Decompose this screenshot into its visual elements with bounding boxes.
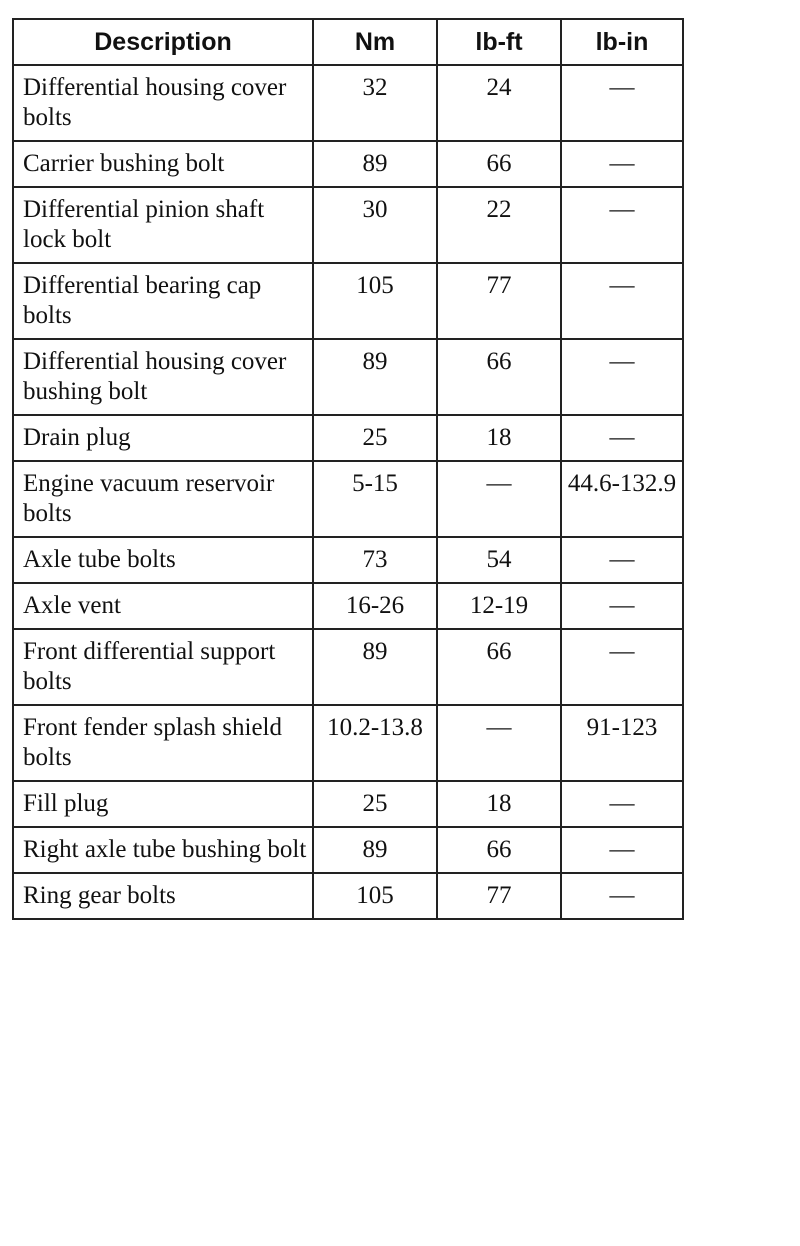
table-row: [13, 187, 683, 263]
cell-description: Front differential support bolts: [13, 629, 313, 705]
cell-lb-in: —: [561, 65, 683, 141]
cell-nm: 105: [313, 263, 437, 339]
cell-lb-in: —: [561, 537, 683, 583]
header-row: [13, 19, 683, 65]
table-row: [13, 781, 683, 827]
header-lb-ft: lb-ft: [437, 19, 561, 65]
cell-lb-in: —: [561, 263, 683, 339]
cell-lb-ft: 18: [437, 781, 561, 827]
cell-nm: 89: [313, 141, 437, 187]
table-row: [13, 263, 683, 339]
cell-nm: 89: [313, 827, 437, 873]
cell-nm: 105: [313, 873, 437, 919]
cell-lb-in: —: [561, 339, 683, 415]
table-row: [13, 537, 683, 583]
cell-lb-ft: 18: [437, 415, 561, 461]
cell-description: Drain plug: [13, 415, 313, 461]
table-row: [13, 873, 683, 919]
cell-description: Differential housing cover bushing bolt: [13, 339, 313, 415]
table-row: [13, 461, 683, 537]
cell-lb-ft: 66: [437, 827, 561, 873]
cell-nm: 89: [313, 629, 437, 705]
cell-description: Fill plug: [13, 781, 313, 827]
cell-lb-in: —: [561, 187, 683, 263]
cell-lb-in: 44.6-132.9: [561, 461, 683, 537]
header-lb-in: lb-in: [561, 19, 683, 65]
cell-nm: 10.2-13.8: [313, 705, 437, 781]
cell-description: Axle vent: [13, 583, 313, 629]
cell-description: Differential bearing cap bolts: [13, 263, 313, 339]
cell-lb-ft: —: [437, 705, 561, 781]
cell-lb-in: —: [561, 873, 683, 919]
table-row: [13, 415, 683, 461]
cell-lb-ft: —: [437, 461, 561, 537]
cell-description: Carrier bushing bolt: [13, 141, 313, 187]
cell-lb-in: —: [561, 415, 683, 461]
cell-nm: 16-26: [313, 583, 437, 629]
cell-nm: 30: [313, 187, 437, 263]
table-row: [13, 629, 683, 705]
cell-lb-ft: 22: [437, 187, 561, 263]
cell-lb-ft: 54: [437, 537, 561, 583]
cell-nm: 5-15: [313, 461, 437, 537]
cell-lb-in: —: [561, 141, 683, 187]
table-row: [13, 339, 683, 415]
cell-nm: 32: [313, 65, 437, 141]
cell-lb-in: —: [561, 827, 683, 873]
cell-lb-ft: 77: [437, 263, 561, 339]
cell-description: Engine vacuum reservoir bolts: [13, 461, 313, 537]
cell-description: Front fender splash shield bolts: [13, 705, 313, 781]
cell-nm: 25: [313, 781, 437, 827]
cell-nm: 89: [313, 339, 437, 415]
cell-description: Differential pinion shaft lock bolt: [13, 187, 313, 263]
cell-description: Ring gear bolts: [13, 873, 313, 919]
cell-nm: 25: [313, 415, 437, 461]
torque-specifications-table: [12, 18, 684, 920]
header-description: Description: [13, 19, 313, 65]
table-body: [13, 65, 683, 919]
cell-lb-in: —: [561, 629, 683, 705]
table-row: [13, 65, 683, 141]
cell-lb-ft: 77: [437, 873, 561, 919]
cell-lb-ft: 66: [437, 339, 561, 415]
cell-description: Right axle tube bushing bolt: [13, 827, 313, 873]
cell-description: Axle tube bolts: [13, 537, 313, 583]
cell-lb-in: —: [561, 583, 683, 629]
table-row: [13, 141, 683, 187]
cell-description: Differential housing cover bolts: [13, 65, 313, 141]
table-row: [13, 827, 683, 873]
cell-lb-ft: 66: [437, 629, 561, 705]
cell-lb-ft: 66: [437, 141, 561, 187]
table-header: [13, 19, 683, 65]
cell-lb-ft: 12-19: [437, 583, 561, 629]
header-nm: Nm: [313, 19, 437, 65]
cell-lb-ft: 24: [437, 65, 561, 141]
table-row: [13, 705, 683, 781]
cell-nm: 73: [313, 537, 437, 583]
table-row: [13, 583, 683, 629]
cell-lb-in: —: [561, 781, 683, 827]
cell-lb-in: 91-123: [561, 705, 683, 781]
